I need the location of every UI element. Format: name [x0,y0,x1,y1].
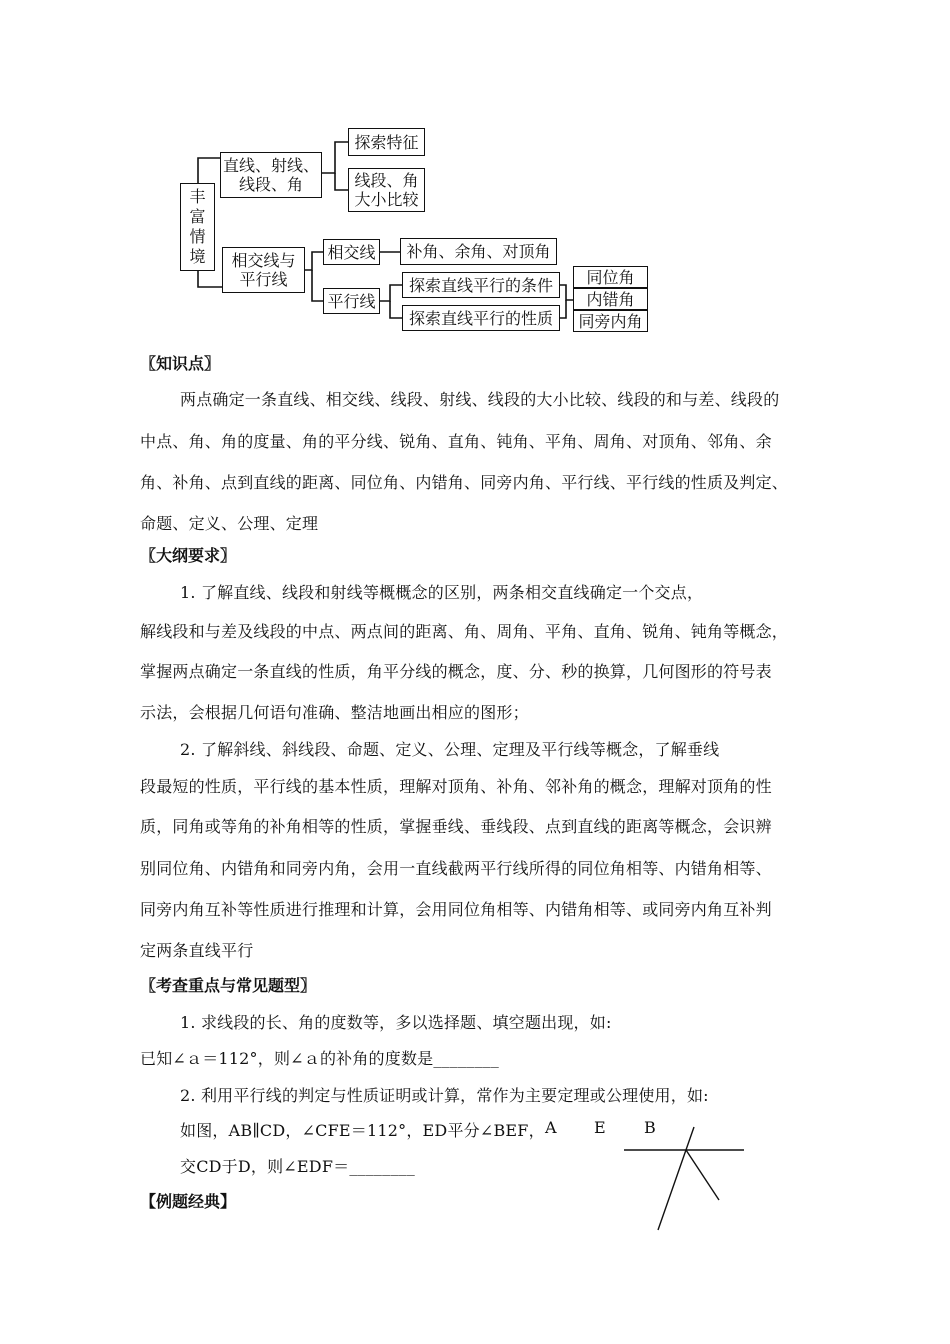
angles-label: 补角、余角、对顶角 [406,242,551,261]
compare-line2: 大小比较 [354,190,419,209]
explore-label: 探索特征 [354,132,419,152]
compare-box [348,168,425,212]
knowledge-line-3: 角、补角、点到直线的距离、同位角、内错角、同旁内角、平行线、平行线的性质及判定、 [140,473,789,492]
parallel-label: 平行线 [327,291,376,311]
branch2-box [222,247,305,293]
outline-heading: 〖大纲要求〗 [140,546,237,565]
prop-label: 探索直线平行的性质 [408,308,553,328]
branch1-box [220,152,322,198]
label-a: A [545,1118,557,1137]
angles-box [400,238,557,265]
angle-type-2-label: 内错角 [586,289,635,309]
outline-line-1: 1. 了解直线、线段和射线等概概念的区别，两条相交直线确定一个交点， [180,583,704,602]
exam-line-1: 1. 求线段的长、角的度数等，多以选择题、填空题出现，如: [180,1013,612,1032]
outline-line-2: 解线段和与差及线段的中点、两点间的距离、角、周角、平角、直角、锐角、钝角等概念， [140,622,789,641]
compare-line1: 线段、角 [354,171,419,190]
label-b: B [644,1118,656,1137]
branch1-line2: 线段、角 [238,175,303,194]
root-label: 丰富情境 [189,187,206,266]
angle-type-1-box [573,266,648,288]
parallel-box [323,288,380,314]
angle-type-3-label: 同旁内角 [578,311,643,331]
outline-line-5: 2. 了解斜线、斜线段、命题、定义、公理、定理及平行线等概念，了解垂线 [180,740,720,759]
outline-line-4: 示法，会根据几何语句准确、整洁地画出相应的图形； [140,703,529,722]
branch1-line1: 直线、射线、 [222,156,319,175]
angle-type-2-box [573,288,648,310]
angle-type-3-box [573,310,648,332]
outline-line-3: 掌握两点确定一条直线的性质，角平分线的概念，度、分、秒的换算，几何图形的符号表 [140,662,772,681]
cond-label: 探索直线平行的条件 [408,275,553,295]
exam-line-4: 如图，AB∥CD，∠CFE＝112°，ED平分∠BEF， [180,1121,545,1140]
exam-line-5: 交CD于D，则∠EDF＝________ [180,1157,415,1176]
knowledge-line-4: 命题、定义、公理、定理 [140,514,319,533]
knowledge-line-2: 中点、角、角的度量、角的平分线、锐角、直角、钝角、平角、周角、对顶角、邻角、余 [140,432,772,451]
exam-line-2: 已知∠ａ＝112°，则∠ａ的补角的度数是________ [140,1049,499,1068]
knowledge-heading: 〖知识点〗 [140,354,221,373]
explore-box [348,128,425,156]
intersect-label: 相交线 [327,242,376,262]
examples-heading: 【例题经典】 [140,1192,237,1211]
angle-type-1-label: 同位角 [586,267,635,287]
branch2-line1: 相交线与 [231,251,296,270]
outline-line-10: 定两条直线平行 [140,941,254,960]
branch2-line2: 平行线 [239,270,288,289]
knowledge-line-1: 两点确定一条直线、相交线、线段、射线、线段的大小比较、线段的和与差、线段的 [180,390,780,409]
outline-line-6: 段最短的性质，平行线的基本性质，理解对顶角、补角、邻补角的概念，理解对顶角的性 [140,777,772,796]
intersect-box [323,239,380,265]
cond-box [402,272,560,298]
exam-heading: 〖考查重点与常见题型〗 [140,976,317,995]
outline-line-9: 同旁内角互补等性质进行推理和计算，会用同位角相等、内错角相等、或同旁内角互补判 [140,900,772,919]
exam-line-3: 2. 利用平行线的判定与性质证明或计算，常作为主要定理或公理使用，如: [180,1086,709,1105]
prop-box [402,305,560,331]
outline-line-7: 质，同角或等角的补角相等的性质，掌握垂线、垂线段、点到直线的距离等概念，会识辨 [140,817,772,836]
outline-line-8: 别同位角、内错角和同旁内角，会用一直线截两平行线所得的同位角相等、内错角相等、 [140,859,772,878]
root-box [180,183,215,271]
label-e: E [594,1118,606,1137]
